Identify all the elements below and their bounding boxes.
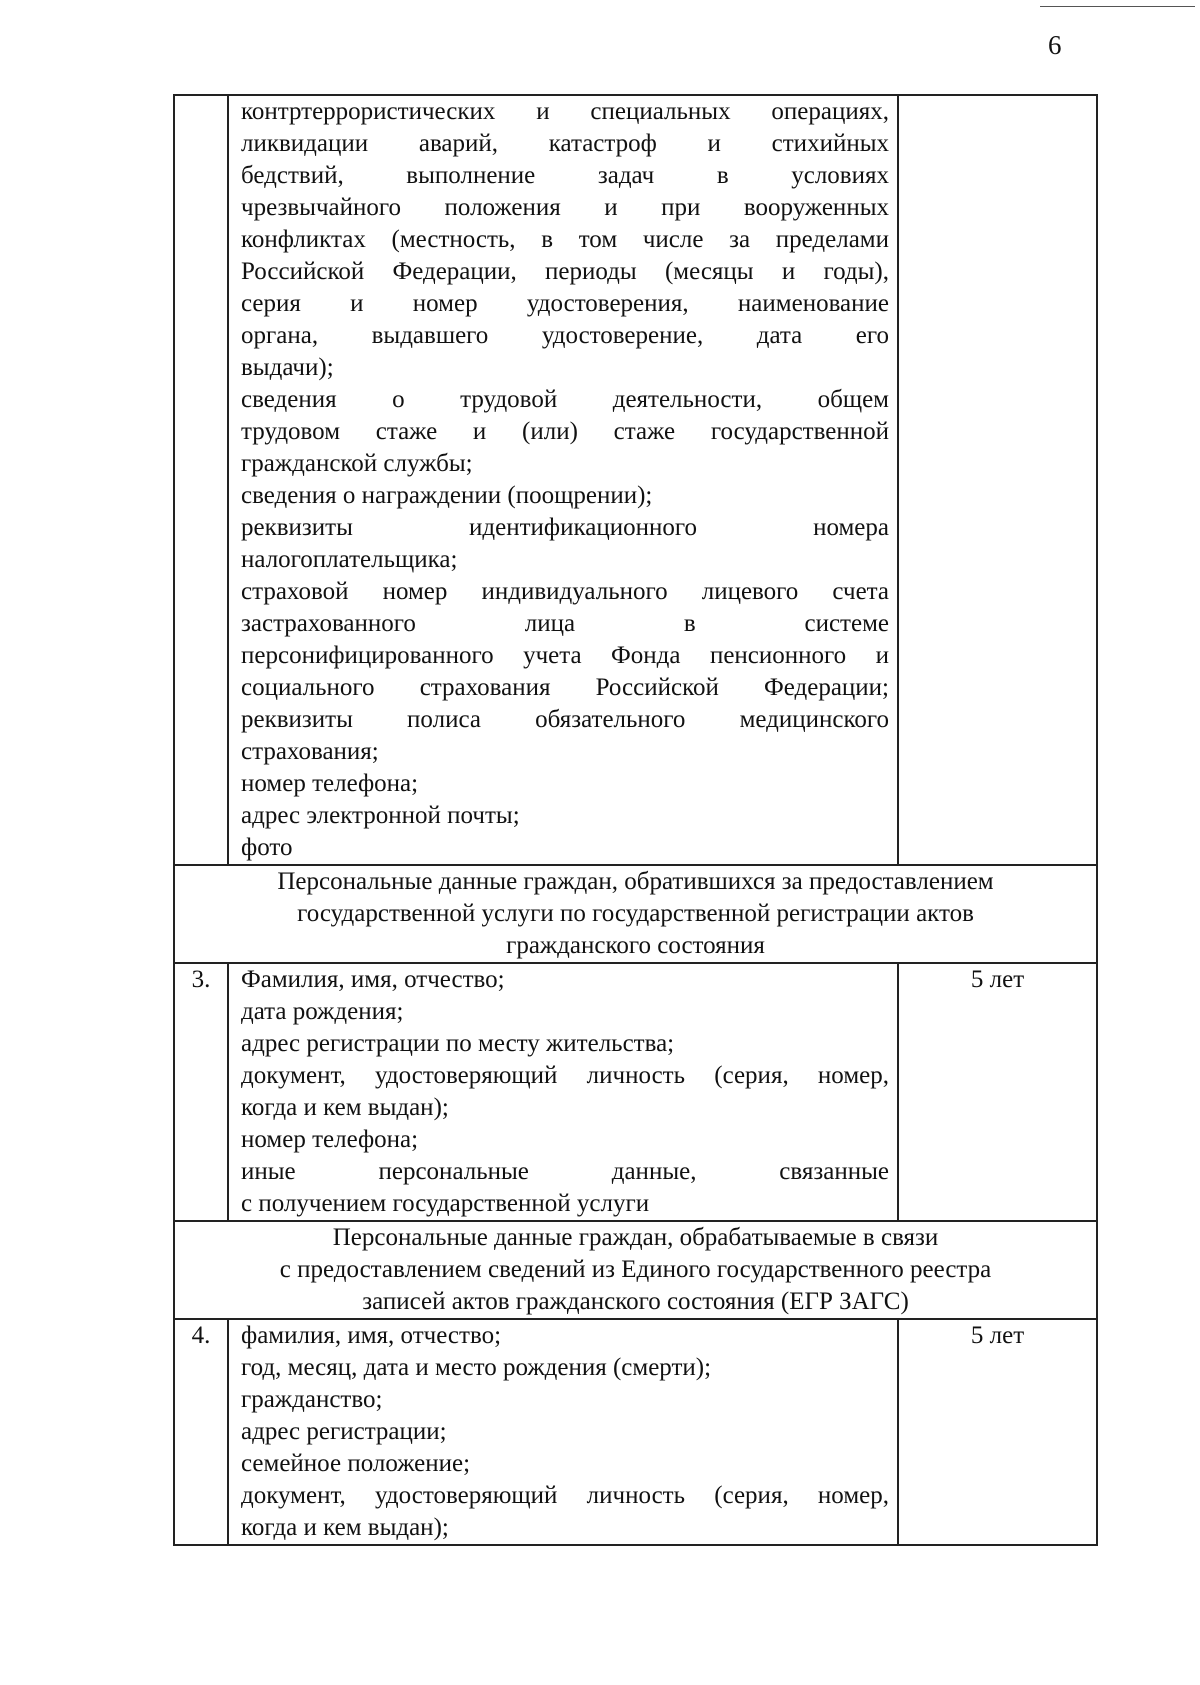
content-line: гражданской службы; (241, 450, 473, 477)
row-content-cell (228, 1319, 898, 1545)
table-row-continued (174, 95, 1097, 865)
row-number-cell: 3. (174, 963, 228, 1221)
table-row-3 (174, 963, 1097, 1221)
content-line: семейное положение; (241, 1450, 471, 1477)
section-heading-line: Персональные данные граждан, обрабатываемые в связи (332, 1224, 939, 1251)
content-line: конфликтах (местность, в том числе за пределами (241, 226, 889, 253)
content-line: Фамилия, имя, отчество; (241, 966, 505, 993)
content-line: страховой номер индивидуального лицевого счета (241, 578, 889, 605)
content-line: документ, удостоверяющий личность (серия, номер, (241, 1062, 889, 1089)
section-heading-row (174, 865, 1097, 963)
content-line: застрахованного лица в системе (241, 610, 889, 637)
page-number: 6 (1048, 30, 1062, 60)
content-line: дата рождения; (241, 998, 404, 1025)
content-line: ликвидации аварий, катастроф и стихийных (241, 130, 889, 157)
content-line: гражданство; (241, 1386, 383, 1413)
content-line: контртеррористических и специальных операциях, (241, 98, 889, 125)
content-line: бедствий, выполнение задач в условиях (241, 162, 889, 189)
content-line: сведения о трудовой деятельности, общем (241, 386, 889, 413)
content-line: когда и кем выдан); (241, 1514, 449, 1541)
content-line: чрезвычайного положения и при вооруженных (241, 194, 889, 221)
content-line: номер телефона; (241, 1126, 419, 1153)
section-heading-line: государственной услуги по государственной регистрации актов (297, 900, 974, 927)
content-line: с получением государственной услуги (241, 1190, 650, 1217)
content-line: фото (241, 834, 293, 861)
content-line: страхования; (241, 738, 379, 765)
section-heading (174, 1221, 1097, 1319)
content-line: адрес регистрации по месту жительства; (241, 1030, 675, 1057)
row-term-cell: 5 лет (898, 963, 1097, 1221)
section-heading-row (174, 1221, 1097, 1319)
content-line: трудовом стаже и (или) стаже государственной (241, 418, 889, 445)
row-content-cell (228, 963, 898, 1221)
row-number-cell: 4. (174, 1319, 228, 1545)
section-heading-line: гражданского состояния (506, 932, 765, 959)
content-line: иные персональные данные, связанные (241, 1158, 889, 1185)
row-term-cell (898, 95, 1097, 865)
content-line: Российской Федерации, периоды (месяцы и годы), (241, 258, 889, 285)
content-line: номер телефона; (241, 770, 419, 797)
content-line: органа, выдавшего удостоверение, дата его (241, 322, 889, 349)
content-line: когда и кем выдан); (241, 1094, 449, 1121)
content-line: сведения о награждении (поощрении); (241, 482, 653, 509)
content-line: фамилия, имя, отчество; (241, 1322, 502, 1349)
row-content-cell (228, 95, 898, 865)
content-line: реквизиты полиса обязательного медицинского (241, 706, 889, 733)
section-heading (174, 865, 1097, 963)
top-edge-rule (1040, 6, 1195, 7)
section-heading-line: записей актов гражданского состояния (ЕГР ЗАГС) (362, 1288, 909, 1315)
content-line: адрес электронной почты; (241, 802, 520, 829)
personal-data-table (173, 94, 1098, 1546)
content-line: социального страхования Российской Федерации; (241, 674, 889, 701)
row-number-cell (174, 95, 228, 865)
content-line: серия и номер удостоверения, наименование (241, 290, 889, 317)
content-line: реквизиты идентификационного номера (241, 514, 889, 541)
section-heading-line: с предоставлением сведений из Единого государственного реестра (279, 1256, 992, 1283)
section-heading-line: Персональные данные граждан, обратившихся за предоставлением (277, 868, 994, 895)
content-line: адрес регистрации; (241, 1418, 447, 1445)
table-row-4 (174, 1319, 1097, 1545)
row-term-cell: 5 лет (898, 1319, 1097, 1545)
content-line: год, месяц, дата и место рождения (смерти); (241, 1354, 712, 1381)
content-line: выдачи); (241, 354, 334, 381)
content-line: налогоплательщика; (241, 546, 458, 573)
content-line: персонифицированного учета Фонда пенсионного и (241, 642, 889, 669)
content-line: документ, удостоверяющий личность (серия, номер, (241, 1482, 889, 1509)
